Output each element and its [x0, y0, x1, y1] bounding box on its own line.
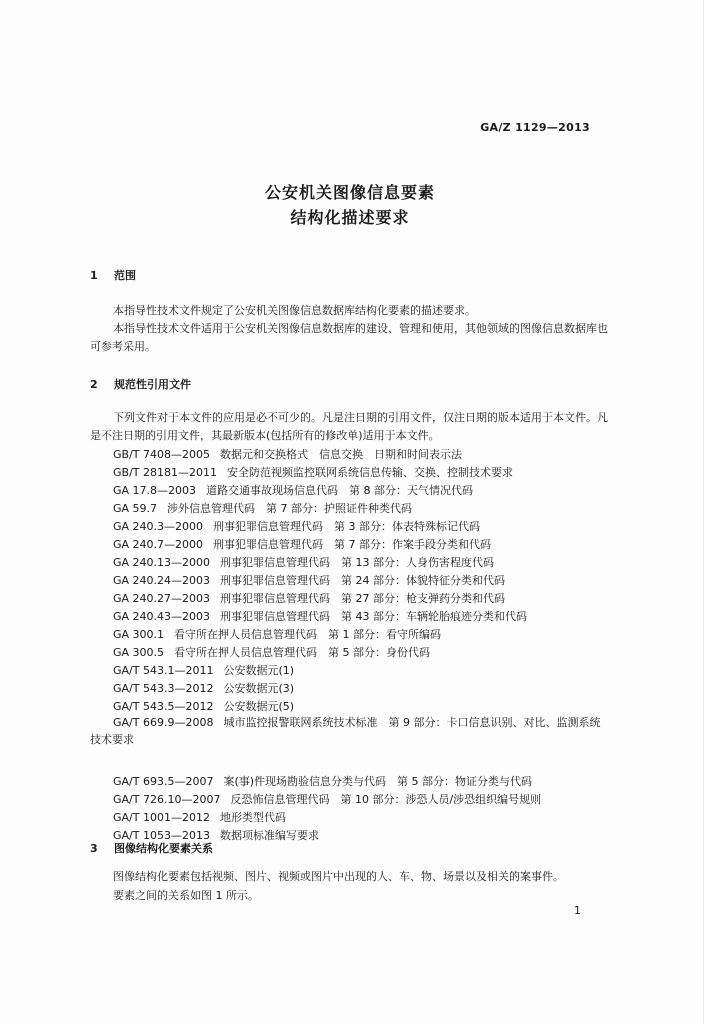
reference-item	[113, 680, 294, 696]
section-2-paragraph-1: 下列文件对于本文件的应用是必不可少的。凡是注日期的引用文件，仅注日期的版本适用于本文件。凡是不注日期的引用文件，其最新版本(包括所有的修改单)适用于本文件。	[90, 411, 608, 442]
reference-code: GA 300.5	[113, 646, 165, 659]
reference-title: 看守所在押人员信息管理代码 第 5 部分：身份代码	[174, 646, 431, 659]
reference-code: GA 240.3—2000	[113, 520, 204, 533]
reference-code: GA 240.27—2003	[113, 592, 211, 605]
reference-code: GB/T 7408—2005	[113, 448, 210, 461]
reference-code: GA/T 543.1—2011	[113, 664, 214, 677]
reference-item	[113, 572, 505, 588]
reference-title: 地形类型代码	[219, 811, 286, 824]
reference-item	[113, 608, 527, 624]
reference-title: 刑事犯罪信息管理代码 第 13 部分：人身伤害程度代码	[220, 556, 495, 569]
reference-title: 道路交通事故现场信息代码 第 8 部分：天气情况代码	[206, 484, 474, 497]
reference-title: 刑事犯罪信息管理代码 第 3 部分：体表特殊标记代码	[213, 520, 481, 533]
section-number: 2	[90, 378, 98, 391]
document-code: GA/Z 1129—2013	[480, 121, 590, 134]
reference-code: GA 240.7—2000	[113, 538, 204, 551]
section-3-heading	[90, 840, 213, 856]
reference-item	[113, 554, 494, 570]
section-3-paragraph-2: 要素之间的关系如图 1 所示。	[113, 889, 259, 902]
reference-title: 案(事)件现场勘验信息分类与代码 第 5 部分：物证分类与代码	[223, 775, 533, 788]
reference-title: 安全防范视频监控联网系统信息传输、交换、控制技术要求	[226, 466, 513, 479]
reference-item	[113, 590, 505, 606]
reference-title: 公安数据元(3)	[223, 682, 295, 695]
reference-item	[113, 464, 513, 480]
reference-title: 看守所在押人员信息管理代码 第 1 部分：看守所编码	[174, 628, 442, 641]
reference-code: GA 240.13—2000	[113, 556, 211, 569]
section-2-heading	[90, 376, 191, 392]
reference-title: 公安数据元(1)	[223, 664, 295, 677]
reference-code: GB/T 28181—2011	[113, 466, 217, 479]
reference-code: GA 240.43—2003	[113, 610, 211, 623]
reference-item	[113, 536, 491, 552]
reference-item	[113, 662, 294, 678]
reference-code: GA/T 1001—2012	[113, 811, 210, 824]
page-edge	[703, 0, 722, 1024]
reference-title: 涉外信息管理代码 第 7 部分：护照证件种类代码	[167, 502, 413, 515]
title-line-1: 公安机关图像信息要素	[264, 183, 435, 202]
reference-title: 数据元和交换格式 信息交换 日期和时间表示法	[219, 448, 462, 461]
section-1-paragraph-2: 本指导性技术文件适用于公安机关图像信息数据库的建设、管理和使用，其他领域的图像信息数据库也可参考采用。	[90, 322, 608, 353]
section-title: 范围	[114, 269, 136, 282]
section-1-heading	[90, 267, 136, 283]
reference-code: GA/T 669.9—2008	[113, 716, 214, 729]
reference-code: GA 240.24—2003	[113, 574, 211, 587]
reference-title: 刑事犯罪信息管理代码 第 27 部分：枪支弹药分类和代码	[220, 592, 506, 605]
reference-item	[113, 500, 412, 516]
reference-code: GA/T 693.5—2007	[113, 775, 214, 788]
reference-code: GA/T 726.10—2007	[113, 793, 221, 806]
reference-item	[113, 809, 286, 825]
reference-code: GA/T 1053—2013	[113, 829, 210, 842]
section-3-paragraph-1: 图像结构化要素包括视频、图片、视频或图片中出现的人、车、物、场景以及相关的案事件。	[113, 870, 564, 883]
reference-item	[113, 482, 473, 498]
section-number: 1	[90, 269, 98, 282]
section-number: 3	[90, 842, 98, 855]
section-title: 规范性引用文件	[114, 378, 191, 391]
reference-item	[113, 626, 441, 642]
reference-code: GA 300.1	[113, 628, 165, 641]
reference-title: 反恐怖信息管理代码 第 10 部分：涉恐人员/涉恐组织编号规则	[230, 793, 542, 806]
reference-item	[113, 644, 430, 660]
reference-title: 城市监控报警联网系统技术标准 第 9 部分：卡口信息识别、对比、监测系统	[223, 716, 601, 729]
reference-title: 数据项标准编写要求	[219, 829, 319, 842]
page-number: 1	[574, 904, 581, 917]
reference-item	[113, 714, 600, 730]
reference-item	[113, 698, 294, 714]
reference-title: 刑事犯罪信息管理代码 第 7 部分：作案手段分类和代码	[213, 538, 492, 551]
title-line-2: 结构化描述要求	[290, 208, 410, 227]
reference-code: GA/T 543.5—2012	[113, 700, 214, 713]
reference-item	[113, 773, 532, 789]
reference-title: 刑事犯罪信息管理代码 第 24 部分：体貌特征分类和代码	[220, 574, 506, 587]
reference-code: GA 17.8—2003	[113, 484, 197, 497]
reference-code: GA/T 543.3—2012	[113, 682, 214, 695]
section-title: 图像结构化要素关系	[114, 842, 213, 855]
reference-title: 公安数据元(5)	[223, 700, 295, 713]
reference-item	[113, 518, 480, 534]
reference-continuation: 技术要求	[90, 733, 134, 746]
reference-item	[113, 446, 462, 462]
reference-code: GA 59.7	[113, 502, 158, 515]
reference-title: 刑事犯罪信息管理代码 第 43 部分：车辆轮胎痕迹分类和代码	[220, 610, 528, 623]
section-1-paragraph-1: 本指导性技术文件规定了公安机关图像信息数据库结构化要素的描述要求。	[113, 304, 476, 317]
reference-item	[113, 791, 541, 807]
